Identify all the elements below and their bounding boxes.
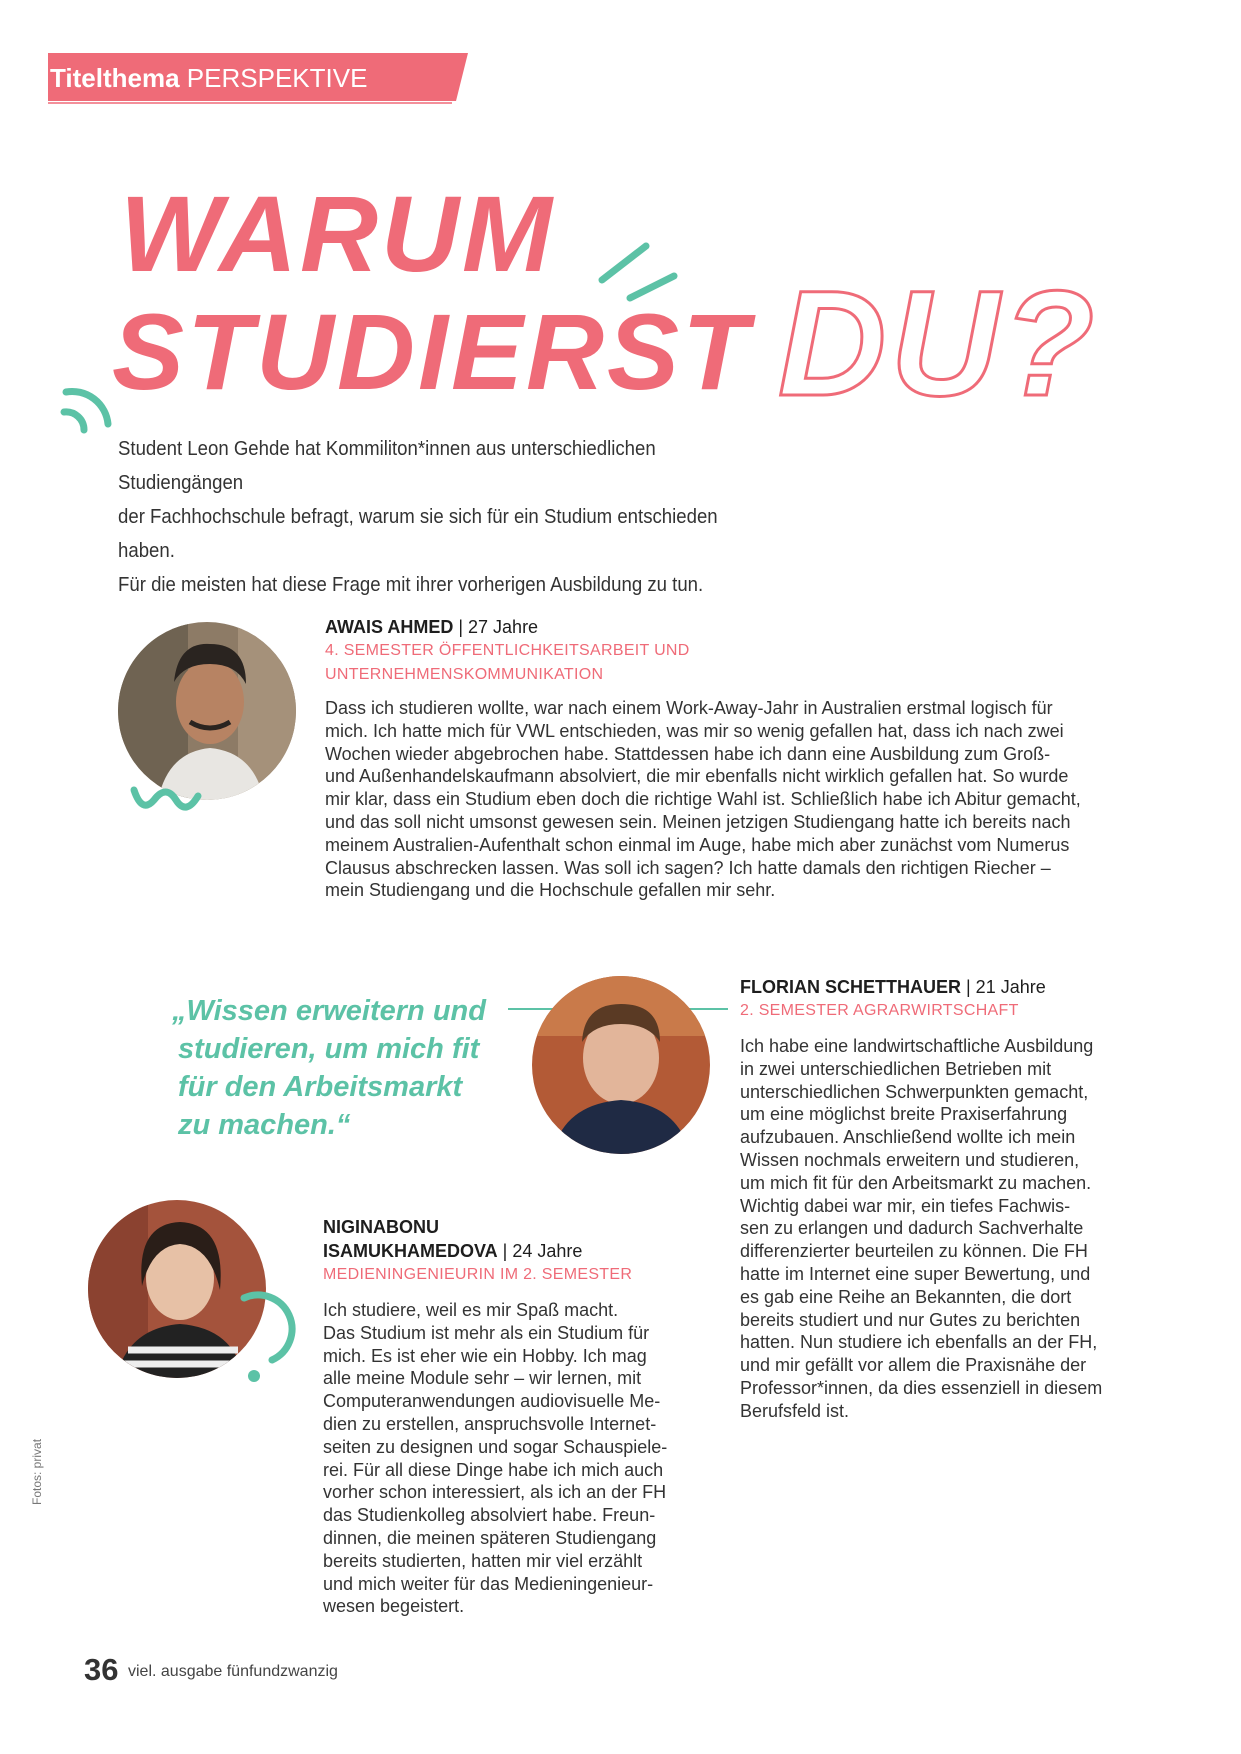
- quote-line: zu machen.“: [178, 1109, 351, 1141]
- statement-line: das Studienkolleg absolviert habe. Freun-: [323, 1505, 656, 1526]
- pull-quote: [172, 992, 522, 1144]
- profile-name: AWAIS AHMED: [325, 617, 454, 637]
- statement-line: seiten zu designen und sogar Schauspiele-: [323, 1436, 668, 1457]
- statement-line: bereits studiert und nur Gutes zu berichten: [740, 1309, 1081, 1330]
- statement-line: mein Studiengang und die Hochschule gefallen mir sehr.: [325, 880, 776, 901]
- statement-line: um mich fit für den Arbeitsmarkt zu machen.: [740, 1172, 1092, 1193]
- statement-line: Dass ich studieren wollte, war nach einem Work-Away-Jahr in Australien erstmal logisch für: [325, 698, 1053, 718]
- statement-line: unterschiedlichen Schwerpunkten gemacht,: [740, 1081, 1089, 1102]
- statement-line: bereits studierten, hatten mir viel erzählt: [323, 1550, 643, 1571]
- statement-line: wesen begeistert.: [323, 1596, 465, 1617]
- quote-line: studieren, um mich fit: [178, 1033, 480, 1065]
- headline-outline-text: DU?: [778, 259, 1099, 415]
- profile-statement: [740, 1035, 1140, 1423]
- headline-outline: [770, 255, 1160, 415]
- statement-line: differenzierter beurteilen zu können. Die FH: [740, 1241, 1088, 1262]
- statement-line: Berufsfeld ist.: [740, 1400, 850, 1421]
- statement-line: es gab eine Reihe an Bekannten, die dort: [740, 1286, 1072, 1307]
- intro-line: Student Leon Gehde hat Kommiliton*innen aus unterschiedlichen Studiengängen: [118, 438, 656, 494]
- statement-line: Das Studium ist mehr als ein Studium für: [323, 1322, 650, 1343]
- section-rest: PERSPEKTIVE STUDIUM: [50, 63, 368, 143]
- page-number: 36: [84, 1652, 119, 1687]
- profile-awais-ahmed: [325, 615, 1125, 902]
- intro-line: der Fachhochschule befragt, warum sie sich für ein Studium entschieden haben.: [118, 506, 718, 562]
- profile-florian-schetthauer: [740, 975, 1140, 1423]
- statement-line: mich. Es ist eher wie ein Hobby. Ich mag: [323, 1345, 647, 1366]
- statement-line: und Außenhandelskaufmann absolviert, die mir ebenfalls nicht wirklich gefallen hat. So wurde: [325, 766, 1069, 787]
- statement-line: Ich habe eine landwirtschaftliche Ausbildung: [740, 1036, 1094, 1056]
- avatar-awais-ahmed: [118, 622, 296, 800]
- statement-line: sen zu erlangen und dadurch Sachverhalte: [740, 1218, 1084, 1239]
- headline-line1: WARUM: [120, 173, 555, 294]
- headline-line2: STUDIERST: [112, 291, 752, 412]
- statement-line: mir klar, dass ein Studium eben doch die richtige Wahl ist. Schließlich habe ich Abitur gemacht,: [325, 789, 1081, 810]
- quote-line: „Wissen erweitern und: [172, 995, 486, 1027]
- statement-line: Wochen wieder abgebrochen habe. Stattdessen habe ich dann eine Ausbildung zum Groß-: [325, 743, 1051, 764]
- statement-line: hatte im Internet eine super Bewertung, und: [740, 1263, 1091, 1284]
- profile-name-line: [323, 1215, 723, 1239]
- section-tag: [48, 53, 468, 143]
- intro-text: [118, 432, 769, 602]
- statement-line: vorher schon interessiert, als ich an der FH: [323, 1482, 667, 1503]
- profile-name: ISAMUKHAMEDOVA: [323, 1241, 498, 1261]
- statement-line: dinnen, die meinen späteren Studiengang: [323, 1527, 657, 1548]
- profile-program: MEDIENINGENIEURIN IM 2. SEMESTER: [323, 1266, 633, 1283]
- wave-decoration-icon: [128, 776, 208, 818]
- profile-statement: [325, 697, 1125, 902]
- statement-line: Ich studiere, weil es mir Spaß macht.: [323, 1300, 619, 1320]
- statement-line: alle meine Module sehr – wir lernen, mit: [323, 1368, 642, 1389]
- publication-name: viel. ausgabe fünfundzwanzig: [128, 1663, 338, 1680]
- photo-credit: Fotos: privat: [30, 1438, 44, 1505]
- profile-statement: [323, 1299, 723, 1618]
- profile-name-line: [323, 1239, 723, 1263]
- circle-dot-decoration-icon: [234, 1288, 304, 1384]
- quote-line: für den Arbeitsmarkt: [178, 1071, 463, 1103]
- statement-line: Clausus abschrecken lassen. Was soll ich sagen? Ich hatte damals den richtigen Riecher –: [325, 857, 1051, 878]
- profile-name-line: [740, 975, 1140, 999]
- statement-line: Professor*innen, da dies essenziell in diesem: [740, 1377, 1103, 1398]
- section-bold: Titelthema: [50, 63, 180, 93]
- arc-decoration-icon: [60, 378, 120, 440]
- statement-line: hatten. Nun studiere ich ebenfalls an der FH,: [740, 1332, 1098, 1353]
- statement-line: und mich weiter für das Medieningenieur-: [323, 1573, 654, 1594]
- statement-line: Computeranwendungen audiovisuelle Me-: [323, 1391, 661, 1412]
- statement-line: aufzubauen. Anschließend wollte ich mein: [740, 1127, 1076, 1148]
- profile-name-line: [325, 615, 1125, 639]
- profile-name: NIGINABONU: [323, 1217, 439, 1237]
- section-label: [48, 53, 468, 143]
- statement-line: Wichtig dabei war mir, ein tiefes Fachwis-: [740, 1195, 1071, 1216]
- statement-line: dien zu erstellen, anspruchsvolle Internet-: [323, 1413, 657, 1434]
- statement-line: rei. Für all diese Dinge habe ich mich auch: [323, 1459, 664, 1480]
- statement-line: meinem Australien-Aufenthalt schon einmal im Auge, habe mich aber zunächst vom Numerus: [325, 834, 1070, 855]
- statement-line: und mir gefällt vor allem die Praxisnähe der: [740, 1355, 1087, 1376]
- statement-line: um eine möglichst breite Praxiserfahrung: [740, 1104, 1068, 1125]
- profile-program: UNTERNEHMENSKOMMUNIKATION: [325, 666, 604, 683]
- profile-age: | 24 Jahre: [497, 1241, 583, 1261]
- intro-line: Für die meisten hat diese Frage mit ihrer vorherigen Ausbildung zu tun.: [118, 574, 704, 596]
- profile-program: 2. SEMESTER AGRARWIRTSCHAFT: [740, 1002, 1019, 1019]
- profile-age: | 27 Jahre: [453, 617, 539, 637]
- profile-name: FLORIAN SCHETTHAUER: [740, 977, 961, 997]
- avatar-florian-schetthauer: [532, 976, 710, 1154]
- statement-line: mich. Ich hatte mich für VWL entschieden, was mir so wenig gefallen hat, dass ich nach zwei: [325, 720, 1064, 741]
- statement-line: in zwei unterschiedlichen Betrieben mit: [740, 1058, 1052, 1079]
- dash-decoration-icon: [596, 238, 686, 304]
- statement-line: und das soll nicht umsonst gewesen sein. Meinen jetzigen Studiengang hatte ich bereits nach: [325, 811, 1071, 832]
- profile-age: | 21 Jahre: [961, 977, 1046, 997]
- profile-program: 4. SEMESTER ÖFFENTLICHKEITSARBEIT UND: [325, 642, 690, 659]
- statement-line: Wissen nochmals erweitern und studieren,: [740, 1149, 1080, 1170]
- profile-niginabonu-isamukhamedova: [323, 1215, 723, 1618]
